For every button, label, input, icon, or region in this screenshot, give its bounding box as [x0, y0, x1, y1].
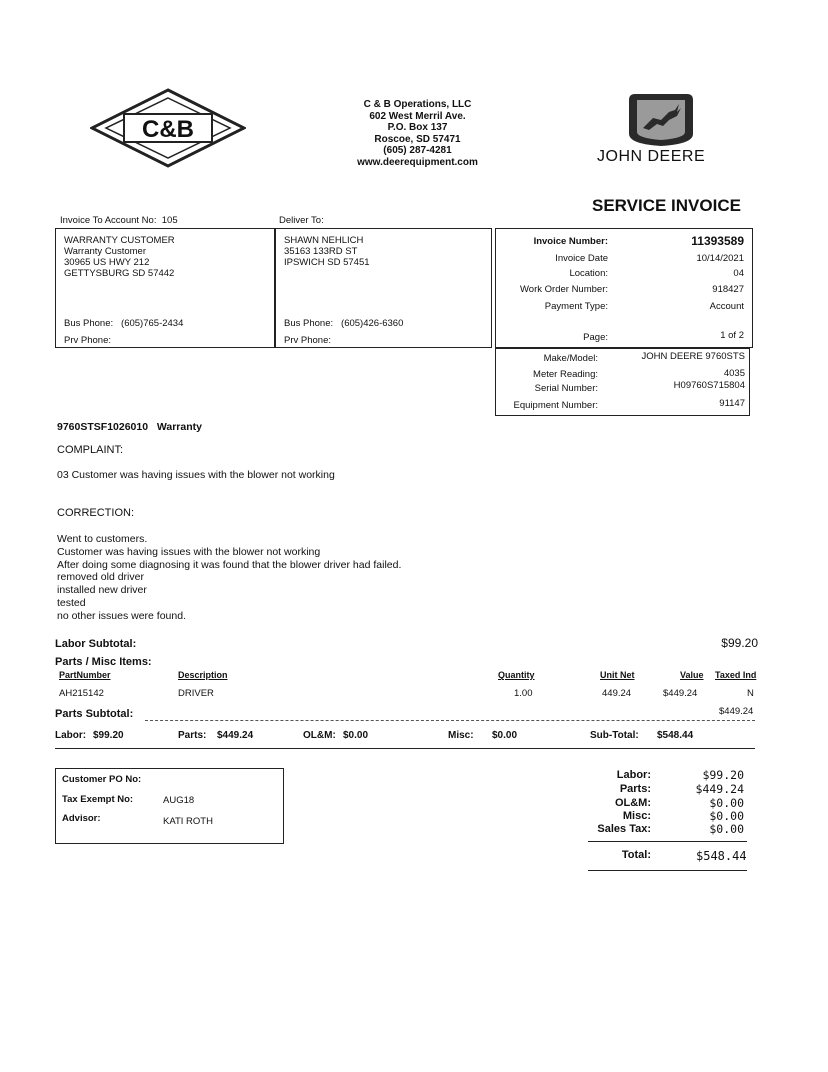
deliver-to-label: Deliver To:: [279, 215, 324, 226]
invoice-to-box: [55, 228, 275, 348]
parts-subtotal: $449.24: [719, 706, 754, 717]
invoice-date-label: Invoice Date: [555, 253, 608, 264]
invoice-to-address: WARRANTY CUSTOMER Warranty Customer 30965 US HWY 212 GETTYSBURG SD 57442: [64, 235, 175, 279]
total-sales-tax-label: Sales Tax:: [597, 823, 651, 835]
summary-rule: [55, 748, 755, 749]
summary-olm-label: OL&M:: [303, 730, 336, 741]
company-name: C & B Operations, LLC: [363, 99, 472, 110]
row-taxed: N: [747, 688, 754, 699]
job-header: 9760STSF1026010 Warranty: [57, 421, 202, 433]
invoice-number-label: Invoice Number:: [533, 236, 608, 247]
cb-logo: [90, 88, 246, 168]
equipment-number: 91147: [719, 398, 745, 409]
row-part-number: AH215142: [59, 688, 104, 699]
customer-po-label: Customer PO No:: [62, 774, 142, 785]
make-model-label: Make/Model:: [543, 353, 598, 364]
payment-type-label: Payment Type:: [544, 301, 608, 312]
company-phone: (605) 287-4281: [383, 145, 452, 156]
summary-parts: $449.24: [217, 730, 254, 741]
divider: [145, 720, 755, 721]
totals-block: [560, 769, 750, 836]
serial-number-label: Serial Number:: [534, 383, 598, 394]
total-labor-label: Labor:: [616, 769, 651, 781]
deliver-to-prv-phone: Prv Phone:: [284, 335, 331, 346]
total-labor: $99.20: [702, 768, 744, 782]
company-web: www.deerequipment.com: [357, 156, 478, 168]
company-address: [330, 99, 505, 168]
work-order-number: 918427: [712, 284, 744, 295]
row-description: DRIVER: [178, 688, 214, 699]
col-quantity: Quantity: [498, 670, 535, 680]
tax-exempt-number: AUG18: [163, 795, 195, 806]
company-pobox: P.O. Box 137: [387, 122, 448, 133]
advisor-name: KATI ROTH: [163, 816, 213, 827]
equipment-number-label: Equipment Number:: [513, 400, 598, 411]
deer-logo-icon: [627, 90, 695, 148]
col-unit-net: Unit Net: [600, 670, 635, 680]
doc-title: SERVICE INVOICE: [592, 196, 741, 215]
invoice-date: 10/14/2021: [696, 253, 744, 264]
total-parts: $449.24: [695, 782, 744, 796]
logo-text: C&B: [142, 116, 194, 143]
correction-heading: CORRECTION:: [57, 507, 134, 519]
summary-olm: $0.00: [343, 730, 369, 741]
row-unit-net: 449.24: [602, 688, 632, 699]
make-model: JOHN DEERE 9760STS: [641, 351, 745, 362]
labor-subtotal: $99.20: [721, 636, 758, 650]
invoice-to-prv-phone: Prv Phone:: [64, 335, 111, 346]
total-parts-label: Parts:: [619, 783, 651, 795]
brand-name: JOHN DEERE: [597, 148, 706, 165]
deliver-to-bus-phone: Bus Phone: (605)426-6360: [284, 318, 404, 329]
row-quantity: 1.00: [514, 688, 533, 699]
page-label: Page:: [583, 332, 608, 343]
invoice-to-bus-phone: Bus Phone: (605)765-2434: [64, 318, 184, 329]
complaint-heading: COMPLAINT:: [57, 444, 124, 456]
summary-line: [55, 730, 755, 744]
advisor-label: Advisor:: [62, 813, 101, 824]
row-value: $449.24: [663, 688, 698, 699]
labor-subtotal-label: Labor Subtotal:: [55, 638, 137, 650]
col-part-number: PartNumber: [59, 670, 111, 680]
summary-parts-label: Parts:: [178, 730, 207, 741]
totals-rule-bottom: [588, 870, 747, 871]
page-number: 1 of 2: [720, 330, 744, 341]
summary-misc-label: Misc:: [448, 730, 474, 741]
meter-reading-label: Meter Reading:: [533, 369, 598, 380]
invoice-info-box: [495, 228, 753, 348]
invoice-number: 11393589: [691, 234, 744, 248]
tax-exempt-label: Tax Exempt No:: [62, 794, 134, 805]
col-description: Description: [178, 670, 228, 680]
deliver-to-address: SHAWN NEHLICH 35163 133RD ST IPSWICH SD 57451: [284, 235, 370, 268]
invoice-to-label: Invoice To Account No: 105: [60, 215, 178, 226]
company-street: 602 West Merril Ave.: [369, 110, 466, 122]
totals-rule-top: [588, 841, 747, 842]
company-city: Roscoe, SD 57471: [374, 133, 461, 145]
payment-type: Account: [709, 301, 744, 312]
parts-subtotal-label: Parts Subtotal:: [55, 708, 134, 720]
po-box: [55, 768, 284, 844]
col-taxed-ind: Taxed Ind: [715, 670, 757, 680]
grand-total: $548.44: [696, 849, 747, 863]
summary-subtotal-label: Sub-Total:: [590, 730, 639, 741]
account-number: 105: [161, 215, 178, 226]
location-label: Location:: [569, 268, 608, 279]
location: 04: [733, 268, 744, 279]
complaint-text: 03 Customer was having issues with the blower not working: [57, 469, 335, 481]
serial-number: H09760S715804: [673, 380, 745, 391]
correction-text: Went to customers. Customer was having issues with the blower not working After doing some diagnosing it was found that the blower driver had failed. removed old driver installed new driver tested no other issues were found.: [57, 533, 402, 622]
total-misc: $0.00: [709, 809, 744, 823]
total-sales-tax: $0.00: [709, 822, 744, 836]
summary-labor: $99.20: [93, 730, 124, 741]
grand-total-label: Total:: [621, 849, 651, 861]
col-value: Value: [680, 670, 704, 680]
equipment-box: [495, 348, 750, 416]
total-misc-label: Misc:: [622, 810, 651, 822]
deliver-to-box: [275, 228, 492, 348]
summary-subtotal: $548.44: [657, 730, 694, 741]
total-olm-label: OL&M:: [614, 797, 651, 809]
meter-reading: 4035: [723, 368, 745, 379]
work-order-label: Work Order Number:: [520, 284, 608, 295]
parts-heading: Parts / Misc Items:: [55, 656, 152, 668]
total-olm: $0.00: [709, 796, 744, 810]
summary-labor-label: Labor:: [55, 730, 87, 741]
summary-misc: $0.00: [492, 730, 518, 741]
